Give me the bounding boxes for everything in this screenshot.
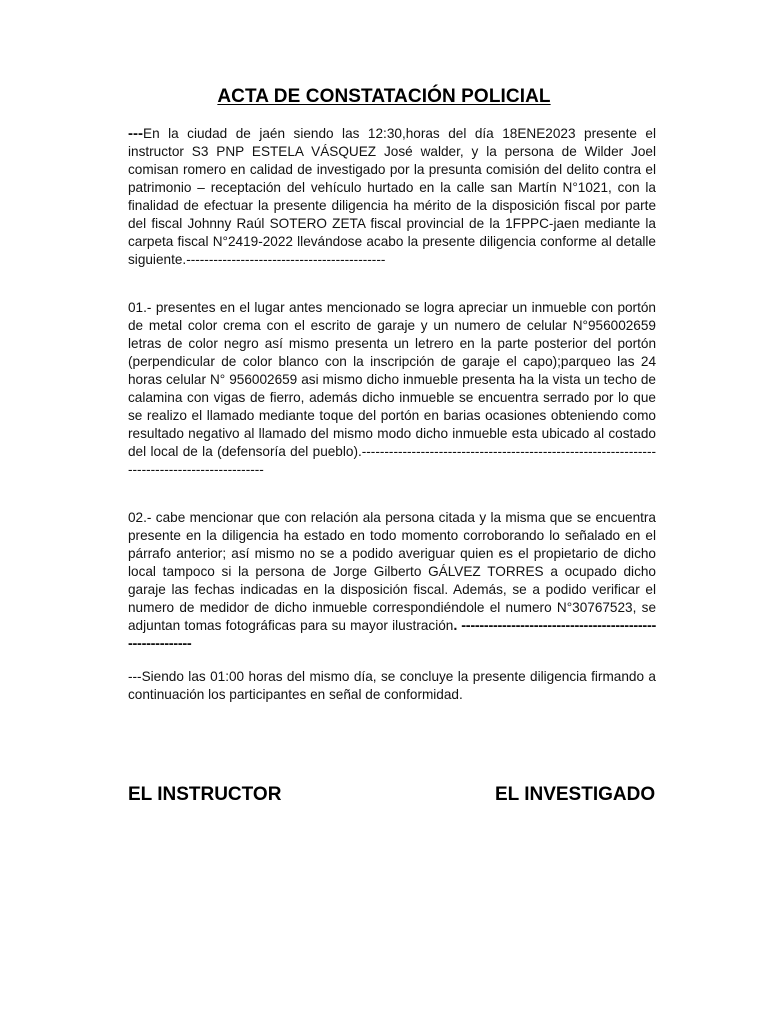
paragraph-closing-text: ---Siendo las 01:00 horas del mismo día, se concluye la presente diligencia firmando a continuación los participantes en señal de conformidad. [128,669,656,702]
paragraph-intro-text: En la ciudad de jaén siendo las 12:30,horas del día 18ENE2023 presente el instructor S3 PNP ESTELA VÁSQUEZ José walder, y la persona de Wilder Joel comisan romero en calidad de investigado por la presunta comisión del delito contra el patrimonio – receptación del vehículo hurtado en la calle san Martín N°1021, con la finalidad de efectuar la presente diligencia ha mérito de la disposición fiscal por parte del fiscal Johnny Raúl SOTERO ZETA fiscal provincial de la 1FPPC-jaen mediante la carpeta fiscal N°2419-2022 llevándose acabo la presente diligencia conforme al detalle siguiente.-------------------------------------------- [128,126,656,267]
paragraph-intro [128,125,656,269]
signature-investigado-label: EL INVESTIGADO [495,784,656,805]
paragraph-item-02-text: 02.- cabe mencionar que con relación ala persona citada y la misma que se encuentra presente en la diligencia ha estado en todo momento corroborando lo señalado en el párrafo anterior; así mismo no se a podido averiguar quien es el propietario de dicho local tampoco si la persona de Jorge Gilberto GÁLVEZ TORRES a ocupado dicho garaje las fechas indicadas en la disposición fiscal. Además, se a podido verificar el numero de medidor de dicho inmueble correspondiéndole el numero N°30767523, se adjuntan tomas fotográficas para su mayor ilustración [128,510,656,633]
signature-instructor-label: EL INSTRUCTOR [128,784,282,805]
paragraph-item-01 [128,299,656,479]
paragraph-item-01-text: 01.- presentes en el lugar antes mencionado se logra apreciar un inmueble con portón de metal color crema con el escrito de garaje y un numero de celular N°956002659 letras de color negro así mismo presenta un letrero en la parte posterior del portón (perpendicular de color blanco con la inscripción de garaje el capo);parqueo las 24 horas celular N° 956002659 asi mismo dicho inmueble presenta ha la vista un techo de calamina con vigas de fierro, además dicho inmueble se encuentra serrado por lo que se realizo el llamado mediante toque del portón en barias ocasiones obteniendo como resultado negativo al llamado del mismo modo dicho inmueble esta ubicado al costado del local de la (defensoría del pueblo).----------------------------------------------------------------------------------------------- [128,300,656,477]
document-title: ACTA DE CONSTATACIÓN POLICIAL [217,86,551,107]
paragraph-intro-lead: --- [128,125,143,142]
paragraph-item-02 [128,509,656,653]
paragraph-item-02-trail: . --------------------------------------------------------- [128,618,656,652]
paragraph-closing [128,668,656,704]
